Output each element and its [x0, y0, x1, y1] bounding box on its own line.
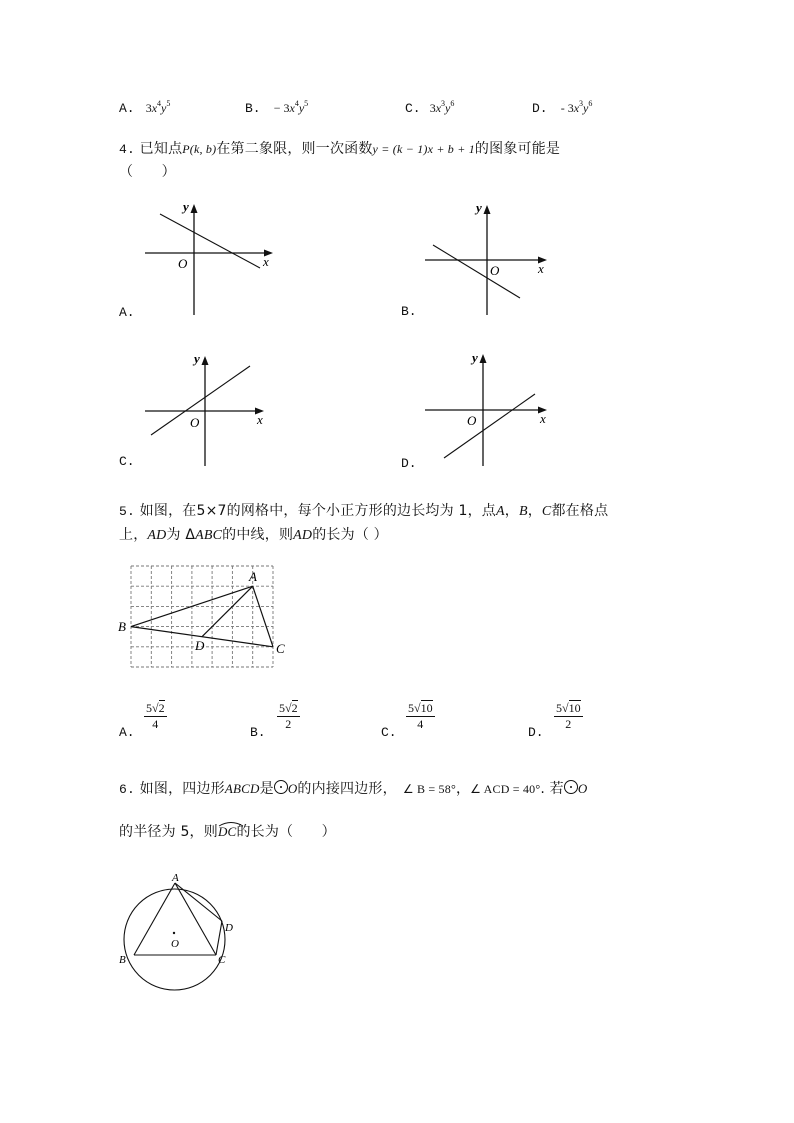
label-a: A [172, 872, 179, 884]
option-expression: $3x^4y^5$ [145, 99, 171, 115]
median-ad [202, 586, 253, 637]
angle-acd: ∠ ACD = 40° [470, 782, 541, 796]
label-b: B [118, 619, 126, 634]
y-axis-arrow-icon [202, 356, 209, 365]
quadrilateral-abcd: ABCD [224, 781, 260, 796]
question-number: 5. [119, 504, 136, 519]
y-axis-label: y [183, 199, 189, 214]
q5-option-b-fraction: $\frac{5√2}{2}$ [279, 701, 298, 731]
x-axis-label: x [538, 261, 544, 276]
circle-name: O [577, 781, 588, 796]
angle-b: ∠ B = 58° [402, 782, 456, 796]
function-line [433, 245, 520, 298]
origin-label: O [490, 263, 500, 278]
circle-name: O [287, 781, 298, 796]
origin-label: O [178, 256, 188, 271]
option-expression: $3x^3y^6$ [429, 99, 455, 115]
x-axis-label: x [263, 254, 269, 269]
separator: ， [455, 781, 471, 797]
q4-graph-d [420, 348, 560, 473]
y-axis-label: y [194, 351, 200, 366]
q5-grid-figure [115, 560, 295, 675]
arc-symbol-icon [218, 821, 244, 827]
question-number: 4. [119, 142, 136, 157]
circle-symbol-icon [274, 780, 288, 794]
q5-stem-line-1 [119, 500, 608, 520]
label-o: O [171, 938, 179, 950]
q4-function: y = (k − 1)x + b + 1 [372, 142, 475, 156]
q5-option-a-letter: A. [119, 725, 135, 740]
side-ab [134, 883, 175, 955]
side-ac [253, 586, 273, 647]
label-d: D [225, 922, 233, 934]
q5-text: 上， [119, 527, 148, 543]
q4-graph-d-letter: D. [401, 456, 417, 471]
label-a: A [249, 569, 257, 584]
separator: ， [527, 503, 542, 519]
q3-option-c [405, 97, 454, 116]
label-b: B [119, 954, 126, 966]
q5-option-c-letter: C. [381, 725, 397, 740]
q6-stem-line-1 [119, 778, 587, 798]
q5-text: 为 Δ [166, 527, 196, 543]
q5-text: 都在格点 [551, 503, 609, 519]
q4-stem [119, 138, 560, 158]
q4-answer-paren: （ ） [119, 164, 176, 180]
arc-dc: DC [218, 824, 236, 840]
q6-stem-line-2 [119, 821, 336, 841]
side-dc [216, 921, 222, 955]
function-line [160, 214, 260, 268]
q5-stem-line-2 [119, 524, 388, 544]
y-axis-label: y [476, 200, 482, 215]
y-axis-arrow-icon [484, 205, 491, 214]
q4-graph-b-letter: B. [401, 304, 417, 319]
q4-text-1: 已知点 [139, 141, 183, 157]
q3-option-a [119, 97, 170, 116]
q6-text: 的长为（ ） [236, 824, 336, 840]
q5-option-a-fraction: $\frac{5√2}{4}$ [146, 701, 165, 731]
y-axis-arrow-icon [480, 354, 487, 363]
label-d: D [195, 638, 205, 653]
q4-point: P(k, b) [182, 142, 217, 156]
point-b-label: B [518, 504, 528, 519]
separator: ， [504, 503, 519, 519]
side-ad [175, 883, 222, 921]
q6-text: 的内接四边形， [297, 781, 397, 797]
q6-text: 是 [259, 781, 274, 797]
segment-ad: AD [147, 528, 167, 543]
q5-text: 如图，在5×7的网格中，每个小正方形的边长均为 1，点 [139, 503, 496, 519]
q4-text-2: 在第二象限，则一次函数 [216, 141, 373, 157]
origin-label: O [467, 413, 477, 428]
option-expression: - $3x^3y^6$ [560, 99, 593, 115]
point-a-label: A [495, 504, 505, 519]
q5-option-d-letter: D. [528, 725, 544, 740]
function-line [444, 394, 535, 458]
q5-option-b-letter: B. [250, 725, 266, 740]
q4-graph-a-letter: A. [119, 305, 135, 320]
question-number: 6. [119, 782, 136, 797]
q4-graph-c-letter: C. [119, 454, 135, 469]
q6-text: 的半径为 5，则 [119, 824, 218, 840]
label-c: C [218, 954, 226, 966]
q3-option-b [245, 97, 308, 116]
center-point [173, 932, 175, 934]
x-axis-label: x [540, 411, 546, 426]
q6-text: 如图，四边形 [139, 781, 225, 797]
circle-symbol-icon [564, 780, 578, 794]
option-letter: D. [532, 101, 548, 116]
function-line [151, 366, 250, 435]
y-axis-arrow-icon [191, 204, 198, 213]
triangle-abc: ABC [195, 528, 223, 543]
q5-text: 的中线，则 [222, 527, 294, 543]
point-c-label: C [541, 504, 552, 519]
q4-text-3: 的图象可能是 [474, 141, 561, 157]
q6-text: . 若 [540, 781, 564, 797]
option-letter: C. [405, 101, 421, 116]
x-axis-label: x [257, 412, 263, 427]
option-letter: A. [119, 101, 135, 116]
q6-circle-figure [115, 870, 245, 970]
label-c: C [276, 641, 285, 656]
q3-option-d [532, 97, 592, 116]
option-expression: − $3x^4y^5$ [273, 99, 309, 115]
q5-option-c-fraction: $\frac{5√10}{4}$ [408, 701, 433, 731]
q4-graph-c [140, 348, 280, 473]
y-axis-label: y [472, 350, 478, 365]
q5-text: 的长为（ ） [312, 527, 388, 543]
q4-graph-b [420, 200, 560, 320]
option-letter: B. [245, 101, 261, 116]
q4-graph-a [140, 200, 280, 320]
origin-label: O [190, 415, 200, 430]
segment-ad: AD [293, 528, 313, 543]
q5-option-d-fraction: $\frac{5√10}{2}$ [556, 701, 581, 731]
